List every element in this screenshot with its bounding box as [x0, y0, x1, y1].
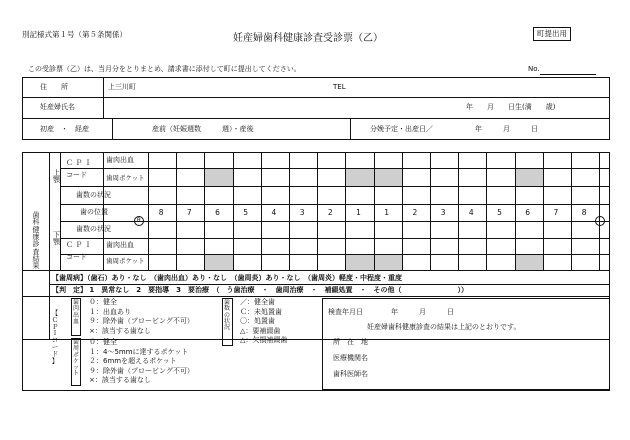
status-box-char: 歯 [223, 299, 230, 306]
status-legend-item: △：欠損補綴歯 [240, 336, 288, 344]
pocket-box-char: ト [72, 370, 79, 378]
dental-results-char: 結 [32, 255, 40, 264]
excluded-cell [516, 255, 543, 270]
status-box-char: 況 [223, 324, 230, 332]
right-mark-circle: R [134, 216, 144, 226]
excluded-cell [375, 255, 402, 270]
tooth-number: 8 [581, 208, 587, 217]
status-box-char: の [223, 311, 230, 319]
exam-statement: 妊産婦歯科健康診査の結果は上記のとおりです。 [367, 323, 521, 331]
upper-jaw-char: 上 [53, 169, 60, 177]
due-date-field: 分娩予定・出産日／ 年 月 日 [370, 125, 538, 133]
dental-results-char: 果 [32, 262, 40, 271]
dental-results-char: 歯 [32, 211, 40, 219]
lower-bleeding-label: 歯肉出血 [106, 241, 134, 249]
tooth-number: 6 [525, 208, 531, 217]
pocket-box-char: 歯 [72, 339, 79, 346]
doctor-label: 歯科医師名 [333, 370, 368, 378]
tooth-number: 2 [412, 208, 418, 217]
pocket-legend-item: ９：除外歯（プロービング不可） [89, 366, 194, 375]
cpi-code-lower-2: コード [66, 253, 87, 261]
bleeding-legend-item: ９：除外歯（プロービング不可） [89, 317, 194, 325]
cpi-code-side-label [51, 310, 59, 365]
tooth-number: 4 [271, 208, 277, 217]
left-side-mark [595, 207, 605, 226]
bleeding-box-char: 血 [72, 317, 79, 325]
cpi-code-lower-1: Ｃ Ｐ Ｉ [66, 241, 92, 249]
lower-status-label: 歯数の状況 [76, 225, 111, 233]
lower-jaw-char: 顎 [53, 238, 60, 247]
tel-label: TEL [333, 83, 346, 91]
form-title: 妊産婦歯科健康診査受診票（乙） [233, 33, 383, 44]
excluded-cell [346, 255, 373, 270]
cpi-side-char: Ｉ [51, 329, 59, 338]
tooth-number: 3 [299, 208, 305, 217]
tooth-number: 6 [215, 208, 220, 217]
cpi-side-char: ド [51, 349, 59, 358]
name-label: 妊産婦氏名 [40, 103, 75, 111]
bleeding-legend-item: ０：健全 [89, 298, 117, 306]
cpi-side-char: ー [51, 343, 59, 352]
status-legend-item: ／：健全歯 [240, 298, 275, 306]
excluded-cell [205, 169, 232, 186]
bleeding-box-char: 肉 [72, 305, 79, 313]
dental-results-char: 査 [32, 247, 40, 256]
submission-badge: 町提出用 [533, 27, 571, 41]
tooth-number: 5 [497, 208, 502, 217]
upper-jaw-char: 顎 [53, 176, 60, 185]
tooth-number: 2 [327, 208, 333, 217]
status-box-char: 数 [223, 305, 230, 313]
bleeding-box-char: 出 [72, 311, 79, 319]
location-label: 所 在 地 [333, 338, 368, 346]
tooth-number: 8 [158, 208, 164, 217]
status-legend-item: Ｃ：未処置歯 [240, 307, 282, 316]
address-value: 上三川町 [108, 83, 136, 91]
pregnancy-field: 産前（妊娠週数 週）・産後 [152, 125, 254, 133]
institution-label: 医療機関名 [333, 354, 368, 362]
pocket-legend-item: ×：該当する歯なし [89, 376, 151, 384]
tooth-number: 5 [243, 208, 249, 217]
excluded-cell [346, 169, 373, 186]
instruction-text: この受診票（乙）は、当月分をとりまとめ、請求書に添付して町に提出してください。 [28, 65, 301, 73]
upper-status-label: 歯数の状況 [76, 191, 111, 199]
left-mark-circle: L [595, 216, 605, 226]
number-underline [540, 74, 596, 75]
pocket-box-char: 周 [72, 345, 79, 353]
dental-results-char: 康 [32, 233, 40, 242]
dental-results-char: 診 [32, 240, 40, 249]
cpi-side-char: 】 [51, 356, 59, 365]
cpi-side-char: Ｐ [51, 322, 59, 331]
pocket-box-char: ポ [72, 351, 79, 359]
judgement-line: 【判 定】 1 異常なし 2 要指導 3 要治療 （ う歯治療 ・ 歯周治療 ・ 補綴処置 ・ その他（ ）） [52, 286, 469, 294]
cpi-side-char: 【 [51, 309, 59, 317]
tooth-position-label: 歯の位置 [80, 208, 108, 216]
bleeding-legend-item: ×：該当する歯なし [89, 326, 151, 335]
periodontal-findings: 【歯周病】（歯石）あり・なし （歯肉出血）あり・なし （歯周炎）あり・なし （歯周炎）軽度・中程度・重度 [52, 274, 402, 282]
status-legend-item: △：要補綴歯 [240, 326, 281, 335]
cpi-side-char: Ｃ [51, 315, 59, 324]
tooth-number: 1 [356, 208, 361, 217]
parity-field: 初産 ・ 経産 [40, 125, 89, 133]
upper-pocket-label: 歯周ポケット [106, 174, 145, 182]
right-side-mark [134, 207, 144, 226]
birth-date-field: 年 月 日生(満 歳) [466, 103, 556, 111]
dental-results-char: 科 [32, 218, 40, 227]
cpi-code-upper-2: コード [66, 171, 87, 179]
pocket-box-char: ッ [72, 364, 79, 372]
upper-bleeding-label: 歯肉出血 [106, 156, 134, 164]
pocket-legend-item: ２：6mmを超えるポケット [89, 357, 177, 365]
bleeding-box-char: 歯 [72, 299, 79, 306]
lower-jaw-char: 下 [53, 231, 60, 239]
cpi-code-upper-1: Ｃ Ｐ Ｉ [66, 159, 92, 167]
excluded-cell [516, 169, 543, 186]
dental-results-label [30, 212, 42, 271]
number-label: No. [528, 65, 540, 73]
exam-date: 検査年月日 年 月 日 [328, 308, 454, 316]
dental-results-char: 健 [32, 225, 40, 234]
tooth-number: 7 [553, 208, 559, 217]
bleeding-legend-item: １：出血あり [89, 307, 131, 316]
lower-jaw-label [53, 232, 59, 247]
status-legend-item: 〇：処置歯 [240, 317, 275, 325]
pocket-box-char: ケ [72, 357, 79, 365]
tooth-number: 4 [468, 208, 474, 217]
form-number: 別記様式第１号（第５条関係） [22, 30, 127, 39]
pocket-legend-item: ０：健全 [89, 338, 117, 346]
pocket-legend-item: １：4〜5mmに達するポケット [89, 347, 189, 356]
upper-jaw-label [53, 170, 59, 185]
lower-pocket-label: 歯周ポケット [106, 257, 145, 265]
tooth-number: 1 [384, 208, 390, 217]
excluded-cell [205, 255, 232, 270]
excluded-cell [375, 169, 402, 186]
tooth-number: 3 [440, 208, 446, 217]
cpi-side-char: コ [51, 336, 59, 345]
status-box-char: 状 [223, 317, 230, 325]
address-label: 住 所 [40, 83, 68, 91]
tooth-number: 7 [186, 208, 192, 217]
